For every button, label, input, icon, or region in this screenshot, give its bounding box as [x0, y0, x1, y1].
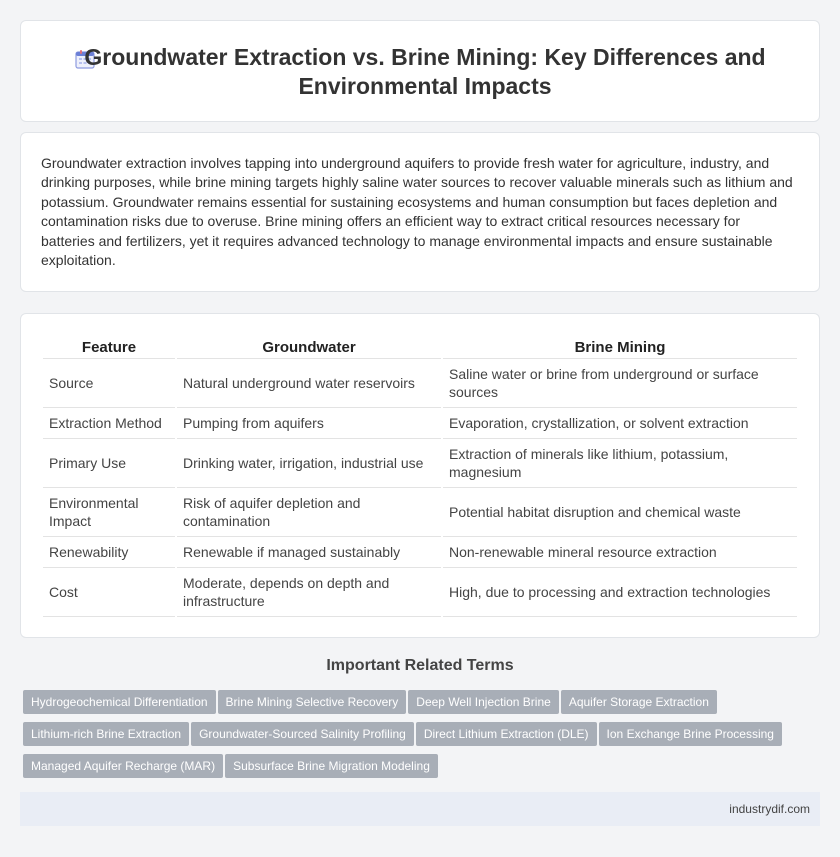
related-term-tag[interactable]: Subsurface Brine Migration Modeling: [225, 754, 438, 778]
related-terms-title: Important Related Terms: [326, 657, 514, 674]
table-cell: Pumping from aquifers: [177, 408, 441, 439]
related-term-tag[interactable]: Direct Lithium Extraction (DLE): [416, 722, 597, 746]
comparison-card: [20, 313, 820, 638]
table-cell: Risk of aquifer depletion and contamination: [177, 488, 441, 537]
table-row: [43, 488, 797, 537]
table-cell: Saline water or brine from underground or surface sources: [443, 359, 797, 408]
related-term-tag[interactable]: Ion Exchange Brine Processing: [599, 722, 782, 746]
table-cell: Drinking water, irrigation, industrial use: [177, 439, 441, 488]
intro-paragraph: Groundwater extraction involves tapping into underground aquifers to provide fresh water for agriculture, industry, and drinking purposes, while brine mining targets highly saline water sources to recover valuable minerals such as lithium and potassium. Groundwater remains essential for sustaining ecosystems and human consumption but faces depletion and contamination risks due to overuse. Brine mining offers an efficient way to extract critical resources necessary for batteries and fertilizers, yet it requires advanced technology to manage environmental impacts and ensure sustainable exploitation.: [41, 155, 793, 269]
page-title: Groundwater Extraction vs. Brine Mining: Key Differences and Environmental Impacts: [84, 44, 766, 99]
related-term-tag[interactable]: Managed Aquifer Recharge (MAR): [23, 754, 223, 778]
table-cell: Evaporation, crystallization, or solvent extraction: [443, 408, 797, 439]
column-header-feature: Feature: [43, 334, 175, 359]
footer: [20, 792, 820, 826]
header-card: [20, 20, 820, 122]
related-term-tag[interactable]: Brine Mining Selective Recovery: [218, 690, 407, 714]
table-cell: Source: [43, 359, 175, 408]
table-cell: Extraction of minerals like lithium, potassium, magnesium: [443, 439, 797, 488]
table-row: [43, 568, 797, 617]
related-term-tag[interactable]: Lithium-rich Brine Extraction: [23, 722, 189, 746]
table-row: [43, 439, 797, 488]
table-row: [43, 537, 797, 568]
related-term-tag[interactable]: Hydrogeochemical Differentiation: [23, 690, 216, 714]
table-cell: Cost: [43, 568, 175, 617]
related-term-tag[interactable]: Deep Well Injection Brine: [408, 690, 559, 714]
table-row: [43, 408, 797, 439]
table-cell: High, due to processing and extraction technologies: [443, 568, 797, 617]
table-cell: Moderate, depends on depth and infrastructure: [177, 568, 441, 617]
footer-site-link[interactable]: industrydif.com: [729, 802, 810, 816]
table-cell: Non-renewable mineral resource extraction: [443, 537, 797, 568]
table-cell: Renewable if managed sustainably: [177, 537, 441, 568]
column-header-groundwater: Groundwater: [177, 334, 441, 359]
intro-card: [20, 132, 820, 292]
table-header-row: [43, 334, 797, 359]
table-cell: Extraction Method: [43, 408, 175, 439]
related-term-tag[interactable]: Aquifer Storage Extraction: [561, 690, 717, 714]
table-cell: Primary Use: [43, 439, 175, 488]
table-row: [43, 359, 797, 408]
table-cell: Environmental Impact: [43, 488, 175, 537]
table-cell: Potential habitat disruption and chemical waste: [443, 488, 797, 537]
table-cell: Natural underground water reservoirs: [177, 359, 441, 408]
comparison-table: [41, 334, 799, 617]
column-header-brine-mining: Brine Mining: [443, 334, 797, 359]
related-term-tag[interactable]: Groundwater-Sourced Salinity Profiling: [191, 722, 414, 746]
table-cell: Renewability: [43, 537, 175, 568]
related-terms-list: [23, 690, 803, 786]
